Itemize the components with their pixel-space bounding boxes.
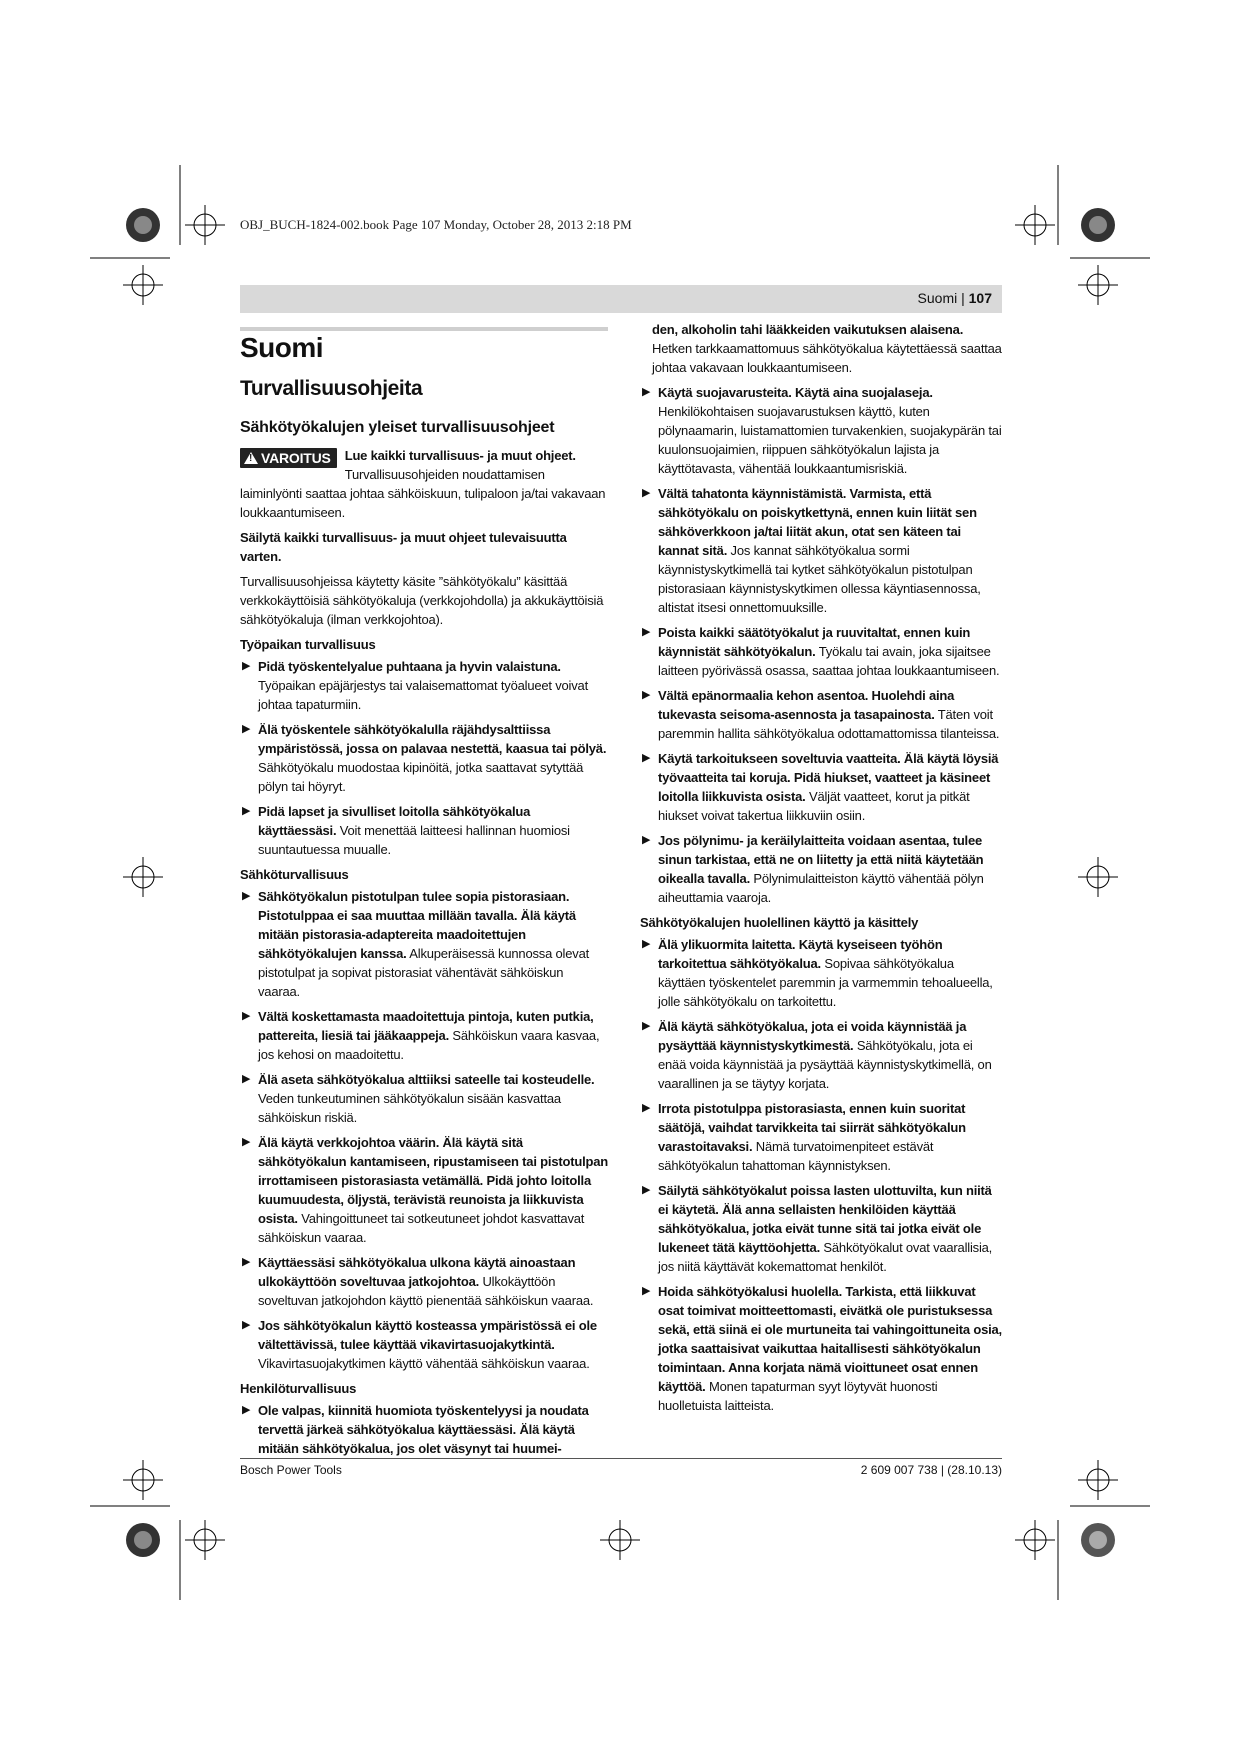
registration-mark-top-left	[185, 205, 225, 245]
list-work-area	[240, 657, 608, 859]
item-text: Jos kannat sähkötyökalua sormi käynnistyskytkimellä tai kytket sähkötyökalun pistotulpan pistorasiaan käynnistyskytkimen ollessa käyntiasennossa, altistat itsesi onnettomuuksille.	[658, 543, 981, 615]
bullet-icon: ▶	[642, 1285, 651, 1297]
item-text: Vikavirtasuojakytkimen käyttö vähentää sähköiskun vaaraa.	[258, 1356, 590, 1371]
item-text: Nämä turvatoimenpiteet estävät sähkötyökalun tahattoman käynnistyksen.	[658, 1139, 934, 1173]
item-bold: Vältä epänormaalia kehon asentoa. Huolehdi aina tukevasta seisoma-asennosta ja tasapainosta.	[658, 688, 955, 722]
warning-icon: !	[244, 452, 258, 464]
warning-block	[240, 446, 608, 522]
header-language: Suomi	[917, 290, 958, 306]
item-bold: Ole valpas, kiinnitä huomiota työskentelyysi ja noudata tervettä järkeä sähkötyökalua käyttäessäsi. Älä käytä mitään sähkötyökalua, jos olet väsynyt tai huumei-	[258, 1403, 589, 1456]
list-item	[240, 1401, 608, 1458]
list-tool-care	[640, 935, 1002, 1415]
list-item	[640, 623, 1002, 680]
warning-badge	[240, 448, 337, 468]
item-bold: Jos sähkötyökalun käyttö kosteassa ympäristössä ei ole vältettävissä, tulee käyttää vikavirtasuojakytkintä.	[258, 1318, 597, 1352]
item-bold: den, alkoholin tahi lääkkeiden vaikutuksen alaisena.	[652, 322, 964, 337]
list-item	[640, 1099, 1002, 1175]
bullet-icon: ▶	[642, 689, 651, 701]
item-text: Sopivaa sähkötyökalua käyttäen työskentelet paremmin ja varmemmin tehoalueella, jolle sähkötyökalu on tarkoitettu.	[658, 956, 993, 1009]
registration-mark-top-right	[1015, 205, 1055, 245]
list-item	[640, 383, 1002, 478]
bullet-icon: ▶	[642, 386, 651, 398]
registration-mark-bottom-center	[600, 1520, 640, 1560]
item-bold: Vältä koskettamasta maadoitettuja pintoja, kuten putkia, pattereita, liesiä tai jääkaappeja.	[258, 1009, 594, 1043]
registration-mark-bottom-left	[123, 1460, 163, 1500]
list-item	[640, 1017, 1002, 1093]
item-bold: Älä aseta sähkötyökalua alttiiksi sateelle tai kosteudelle.	[258, 1072, 595, 1087]
bullet-icon: ▶	[642, 834, 651, 846]
item-text: Ulkokäyttöön soveltuvan jatkojohdon käyttö pienentää sähköiskun vaaraa.	[258, 1274, 594, 1308]
bullet-icon: ▶	[642, 1184, 651, 1196]
list-item	[240, 1253, 608, 1310]
item-bold: Säilytä sähkötyökalut poissa lasten ulottuvilta, kun niitä ei käytetä. Älä anna sellaisten henkilöiden käyttää sähkötyökalua, jotka eivät tunne sitä tai jotka eivät ole lukeneet tätä käyttöohjetta.	[658, 1183, 992, 1255]
item-bold: Käyttäessäsi sähkötyökalua ulkona käytä ainoastaan ulkokäyttöön soveltuvaa jatkojohtoa.	[258, 1255, 576, 1289]
item-bold: Älä käytä sähkötyökalua, jota ei voida käynnistää ja pysäyttää käynnistyskytkimestä.	[658, 1019, 967, 1053]
list-item	[240, 1316, 608, 1373]
section-title: Turvallisuusohjeita	[240, 377, 423, 400]
bullet-icon: ▶	[642, 1102, 651, 1114]
bullet-icon: ▶	[242, 1319, 251, 1331]
bullet-icon: ▶	[242, 1136, 251, 1148]
file-info: OBJ_BUCH-1824-002.book Page 107 Monday, October 28, 2013 2:18 PM	[240, 217, 632, 232]
list-item	[640, 1282, 1002, 1415]
item-text: Sähkötyökalu muodostaa kipinöitä, jotka saattavat sytyttää pölyn tai höyryt.	[258, 760, 584, 794]
item-text: Sähkötyökalu, jota ei enää voida käynnistää ja pysäyttää käynnistyskytkimellä, on vaarallinen ja se täytyy korjata.	[658, 1038, 992, 1091]
bullet-icon: ▶	[642, 752, 651, 764]
item-text: Monen tapaturman syyt löytyvät huonosti huolletuista laitteista.	[658, 1379, 938, 1413]
list-electrical	[240, 887, 608, 1373]
list-item	[640, 831, 1002, 907]
page-title: Suomi	[240, 332, 324, 363]
bullet-icon: ▶	[242, 1404, 251, 1416]
item-bold: Käytä suojavarusteita. Käytä aina suojalaseja.	[658, 385, 933, 400]
item-text: Väljät vaatteet, korut ja pitkät hiukset voivat takertua liikkuviin osiin.	[658, 789, 970, 823]
bullet-icon: ▶	[242, 660, 251, 672]
list-item	[240, 802, 608, 859]
registration-mark-mid-right	[1078, 857, 1118, 897]
left-column	[240, 330, 608, 1464]
keep-instructions: Säilytä kaikki turvallisuus- ja muut ohjeet tulevaisuutta varten.	[240, 530, 567, 564]
footer-brand: Bosch Power Tools	[240, 1463, 342, 1477]
bullet-icon: ▶	[242, 723, 251, 735]
item-bold: Käytä tarkoitukseen soveltuvia vaatteita. Älä käytä löysiä työvaatteita tai koruja. Pidä hiukset, vaatteet ja käsineet loitolla liikkuvista osista.	[658, 751, 999, 804]
item-bold: Pidä työskentelyalue puhtaana ja hyvin valaistuna.	[258, 659, 561, 674]
header-separator: |	[957, 290, 969, 306]
item-text: Työpaikan epäjärjestys tai valaisemattomat työalueet voivat johtaa tapaturmiin.	[258, 678, 588, 712]
registration-mark-top-right-2	[1078, 265, 1118, 305]
item-bold: Jos pölynimu- ja keräilylaitteita voidaan asentaa, tulee sinun tarkistaa, että ne on liitetty ja että niitä käytetään oikealla tavalla.	[658, 833, 984, 886]
list-item	[240, 1133, 608, 1247]
item-text: Täten voit paremmin hallita sähkötyökalua odottamattomissa tilanteissa.	[658, 707, 1000, 741]
heading-personal: Henkilöturvallisuus	[240, 1381, 357, 1396]
registration-mark-mid-left	[123, 857, 163, 897]
item-bold: Älä työskentele sähkötyökalulla räjähdysalttiissa ympäristössä, jossa on palavaa nestettä, kaasua tai pölyä.	[258, 722, 607, 756]
list-item	[640, 1181, 1002, 1276]
footer-doc-number: 2 609 007 738 | (28.10.13)	[860, 1463, 1002, 1477]
heading-electrical: Sähköturvallisuus	[240, 867, 349, 882]
bullet-icon: ▶	[642, 1020, 651, 1032]
bullet-icon: ▶	[642, 487, 651, 499]
list-item	[240, 657, 608, 714]
item-text: Vahingoittuneet tai sotkeutuneet johdot kasvattavat sähköiskun vaaraa.	[258, 1211, 585, 1245]
item-bold: Älä ylikuormita laitetta. Käytä kyseiseen työhön tarkoitettua sähkötyökalua.	[658, 937, 943, 971]
list-item	[640, 749, 1002, 825]
item-bold: Irrota pistotulppa pistorasiasta, ennen kuin suoritat säätöjä, vaihdat tarvikkeita tai siirrät sähkötyökalun varastoitavaksi.	[658, 1101, 966, 1154]
item-text: Alkuperäisessä kunnossa olevat pistotulpat ja sopivat pistorasiat vähentävät sähköiskun vaaraa.	[258, 946, 590, 999]
list-item	[240, 1007, 608, 1064]
item-bold: Poista kaikki säätötyökalut ja ruuvitaltat, ennen kuin käynnistät sähkötyökalun.	[658, 625, 971, 659]
warning-text: Turvallisuusohjeiden noudattamisen laiminlyönti saattaa johtaa sähköiskuun, tulipaloon ja/tai vakavaan loukkaantumiseen.	[240, 467, 606, 520]
item-bold: Vältä tahatonta käynnistämistä. Varmista, että sähkötyökalu on poiskytkettynä, ennen kuin liität sen sähköverkkoon ja/tai liität akun, otat sen käteen tai kannat sitä.	[658, 486, 977, 558]
page-header	[918, 290, 992, 306]
footer-rule	[240, 1458, 1002, 1459]
list-item	[640, 686, 1002, 743]
item-text: Hetken tarkkaamattomuus sähkötyökalua käytettäessä saattaa johtaa vakavaan loukkaantumiseen.	[652, 341, 1002, 375]
warning-badge-label: VAROITUS	[261, 450, 331, 466]
item-text: Työkalu tai avain, joka sijaitsee laitteen pyörivässä osassa, saattaa johtaa loukkaantumiseen.	[658, 644, 1000, 678]
intro-paragraph: Turvallisuusohjeissa käytetty käsite ”sähkötyökalu” käsittää verkkokäyttöisiä sähkötyökaluja (verkkojohdolla) ja akkukäyttöisiä sähkötyökaluja (ilman verkkojohtoa).	[240, 574, 604, 627]
item-text: Sähkötyökalut ovat vaarallisia, jos niitä käyttävät kokemattomat henkilöt.	[658, 1240, 993, 1274]
list-item	[640, 484, 1002, 617]
item-text: Veden tunkeutuminen sähkötyökalun sisään kasvattaa sähköiskun riskiä.	[258, 1091, 561, 1125]
item-text: Henkilökohtaisen suojavarustuksen käyttö, kuten pölynaamarin, luistamattomien turvakenkien, suojakypärän tai kuulonsuojaimien, riippuen sähkötyökalun lajista ja käyttötavasta, vähentää loukkaantumisriskiä.	[658, 404, 1002, 476]
bullet-icon: ▶	[642, 938, 651, 950]
subsection-title: Sähkötyökalujen yleiset turvallisuusohjeet	[240, 419, 555, 436]
heading-work-area: Työpaikan turvallisuus	[240, 637, 376, 652]
bullet-icon: ▶	[242, 1256, 251, 1268]
registration-mark-bottom-left-2	[185, 1520, 225, 1560]
heading-tool-care: Sähkötyökalujen huolellinen käyttö ja käsittely	[640, 915, 919, 930]
page-number: 107	[968, 290, 992, 306]
list-item	[240, 720, 608, 796]
registration-mark-top-left-2	[123, 265, 163, 305]
item-bold: Älä käytä verkkojohtoa väärin. Älä käytä sitä sähkötyökalun kantamiseen, ripustamiseen tai pistotulpan irrottamiseen pistorasiasta vetämällä. Pidä johto loitolla kuumuudesta, öljystä, terävistä reunoista ja liikkuvista osista.	[258, 1135, 609, 1226]
bullet-icon: ▶	[242, 805, 251, 817]
bullet-icon: ▶	[242, 1073, 251, 1085]
list-item	[240, 887, 608, 1001]
item-bold: Hoida sähkötyökalusi huolella. Tarkista, että liikkuvat osat toimivat moitteettomasti, eivätkä ole puristuksessa sekä, että siinä ei ole murtuneita tai vahingoittuneita osia, jotka saattaisivat vaikuttaa haitallisesti sähkötyökalun toimintaan. Anna korjata nämä vioittuneet osat ennen käyttöä.	[658, 1284, 1002, 1394]
registration-mark-bottom-right-2	[1015, 1520, 1055, 1560]
warning-bold: Lue kaikki turvallisuus- ja muut ohjeet.	[344, 448, 576, 463]
bullet-icon: ▶	[242, 890, 251, 902]
bullet-icon: ▶	[642, 626, 651, 638]
item-text: Voit menettää laitteesi hallinnan huomiosi suuntautuessa muualle.	[258, 823, 570, 857]
registration-mark-bottom-right	[1078, 1460, 1118, 1500]
item-text: Sähköiskun vaara kasvaa, jos kehosi on maadoitettu.	[258, 1028, 600, 1062]
list-item	[240, 1070, 608, 1127]
item-bold: Pidä lapset ja sivulliset loitolla sähkötyökalua käyttäessäsi.	[258, 804, 531, 838]
list-personal-left	[240, 1401, 608, 1458]
item-text: Pölynimulaitteiston käyttö vähentää pölyn aiheuttamia vaaroja.	[658, 871, 984, 905]
item-bold: Sähkötyökalun pistotulpan tulee sopia pistorasiaan. Pistotulppaa ei saa muuttaa millään tavalla. Älä käytä mitään pistorasia-adaptereita maadoitettujen sähkötyökalujen kanssa.	[258, 889, 576, 961]
page-header-bar	[240, 285, 1002, 313]
right-column	[640, 320, 1002, 1421]
list-item	[640, 935, 1002, 1011]
continued-item	[640, 320, 1002, 377]
bullet-icon: ▶	[242, 1010, 251, 1022]
list-personal-right	[640, 383, 1002, 907]
